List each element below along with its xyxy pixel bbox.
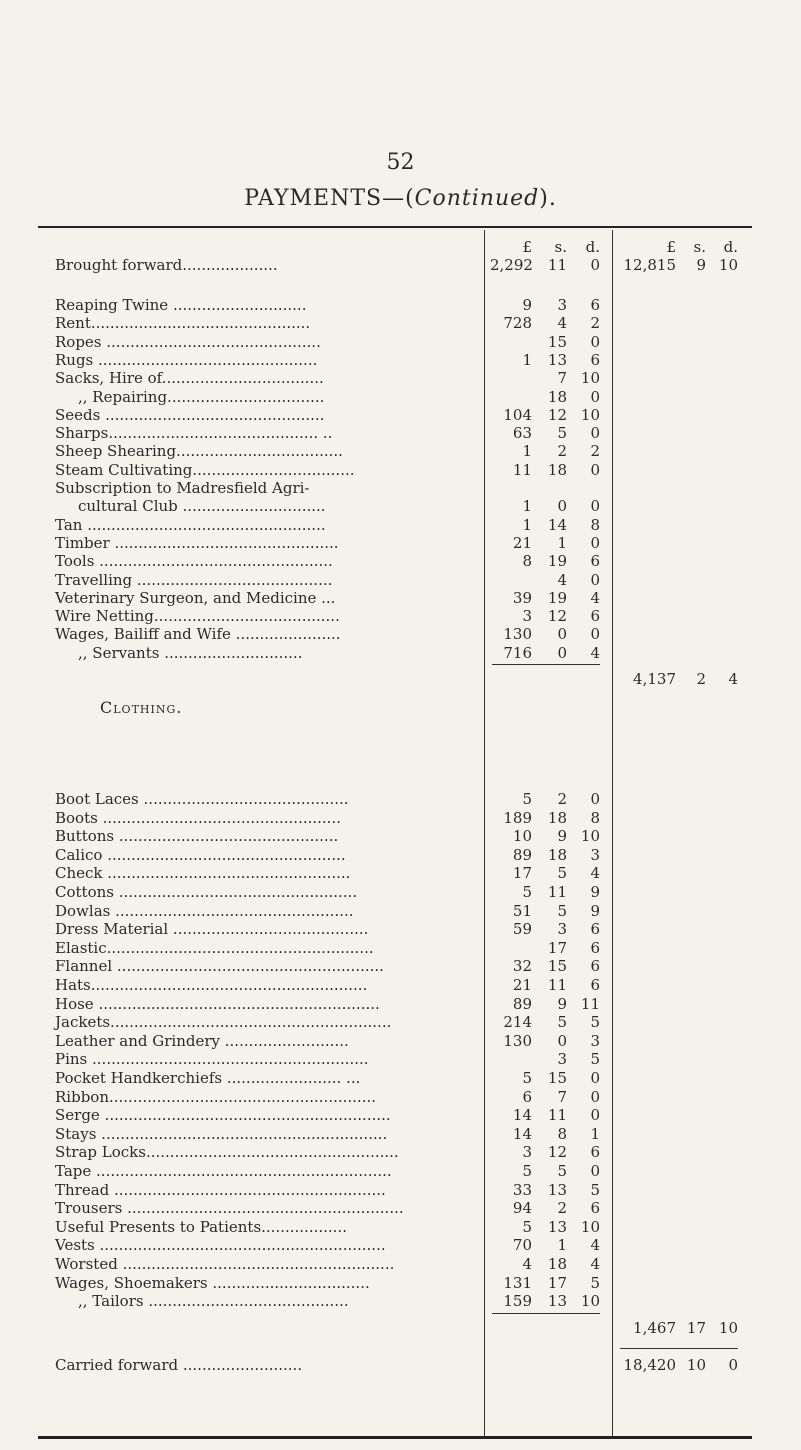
ledger-item-amount-pounds: 70 xyxy=(512,1236,532,1255)
ledger-item-amount-pence: 11 xyxy=(580,994,600,1013)
ledger-item-amount-pence: 6 xyxy=(590,552,600,571)
sum-rule xyxy=(492,664,600,665)
ledger-item-amount-shillings: 3 xyxy=(557,920,567,939)
ledger-item-amount-shillings: 19 xyxy=(547,552,567,571)
ledger-item-amount-pence: 6 xyxy=(590,920,600,939)
ledger-item-amount-shillings: 0 xyxy=(557,643,567,662)
ledger-item-amount-pounds: 189 xyxy=(503,808,532,827)
ledger-item-label: Rugs .............................................. xyxy=(55,350,318,369)
clothing-total-pounds: 1,467 xyxy=(633,1318,676,1337)
header-outer-1: s. xyxy=(693,238,706,256)
ledger-item-amount-pence: 0 xyxy=(590,533,600,552)
ledger-item-amount-shillings: 2 xyxy=(557,1199,567,1218)
ledger-item-amount-shillings: 1 xyxy=(557,1236,567,1255)
ledger-item-label: Elastic........................................................ xyxy=(55,938,374,957)
ledger-item-amount-pence: 0 xyxy=(590,332,600,351)
clothing-total-pence: 10 xyxy=(718,1318,738,1337)
carried-forward-outer-shillings: 10 xyxy=(686,1355,706,1374)
ledger-item-amount-pence: 9 xyxy=(590,883,600,901)
ledger-item-amount-shillings: 0 xyxy=(557,1031,567,1050)
ledger-item-label: Hats.......................................................... xyxy=(55,976,368,994)
ledger-item-amount-shillings: 5 xyxy=(557,901,567,920)
ledger-item-amount-shillings: 18 xyxy=(547,1255,567,1273)
brought-forward-outer-pence: 10 xyxy=(718,256,738,274)
ledger-item-amount-pence: 4 xyxy=(590,1236,600,1255)
ledger-item-label: Useful Presents to Patients.................. xyxy=(55,1217,347,1236)
ledger-item-amount-shillings: 1 xyxy=(557,533,567,552)
title-end: ). xyxy=(539,186,557,211)
ledger-item-amount-shillings: 13 xyxy=(547,350,567,369)
ledger-item-label: Buttons .............................................. xyxy=(55,827,339,846)
ledger-item-amount-pounds: 5 xyxy=(522,1217,532,1236)
clothing-heading: Clothing. xyxy=(100,698,183,717)
ledger-item-amount-pounds: 63 xyxy=(512,424,532,443)
ledger-item-amount-pence: 10 xyxy=(580,369,600,388)
ledger-item-amount-pence: 0 xyxy=(590,497,600,516)
ledger-item-amount-pence: 5 xyxy=(590,1273,600,1292)
ledger-item-amount-shillings: 4 xyxy=(557,570,567,589)
ledger-item-amount-pence: 0 xyxy=(590,570,600,589)
column-divider-outer xyxy=(612,230,613,1436)
ledger-item-amount-pence: 0 xyxy=(590,424,600,443)
ledger-item-amount-pence: 4 xyxy=(590,1255,600,1273)
ledger-item-amount-pence: 0 xyxy=(590,790,600,808)
ledger-item-amount-pence: 6 xyxy=(590,957,600,976)
header-inner-0: £ xyxy=(522,238,532,256)
ledger-item-amount-shillings: 17 xyxy=(547,1273,567,1292)
ledger-item-amount-pence: 4 xyxy=(590,588,600,607)
ledger-item-amount-shillings: 15 xyxy=(547,957,567,976)
ledger-item-amount-pounds: 214 xyxy=(503,1013,532,1032)
ledger-item-label: Wages, Bailiff and Wife ...................... xyxy=(55,625,341,644)
clothing-total-shillings: 17 xyxy=(686,1318,706,1337)
ledger-item-amount-pounds: 1 xyxy=(522,515,532,534)
ledger-item-label: Steam Cultivating.................................. xyxy=(55,460,355,479)
ledger-item-label: ,, Servants ............................. xyxy=(78,643,303,662)
ledger-item-amount-pounds: 89 xyxy=(512,845,532,864)
ledger-item-amount-shillings: 15 xyxy=(547,1069,567,1087)
ledger-item-amount-pounds: 5 xyxy=(522,1162,532,1180)
brought-forward-inner-shillings: 11 xyxy=(547,256,567,274)
bottom-rule xyxy=(38,1436,752,1439)
ledger-item-label: Tools ................................................. xyxy=(55,552,333,571)
ledger-item-amount-shillings: 11 xyxy=(547,883,567,901)
ledger-item-amount-pounds: 1 xyxy=(522,442,532,461)
ledger-item-amount-pounds: 17 xyxy=(512,864,532,883)
ledger-item-amount-pence: 6 xyxy=(590,938,600,957)
sum-rule xyxy=(492,1313,600,1314)
ledger-item-amount-shillings: 3 xyxy=(557,296,567,314)
carried-forward-label: Carried forward ......................... xyxy=(55,1355,303,1374)
ledger-item-amount-pounds: 21 xyxy=(512,533,532,552)
header-outer-0: £ xyxy=(666,238,676,256)
ledger-item-amount-shillings: 13 xyxy=(547,1180,567,1199)
ledger-item-amount-shillings: 18 xyxy=(547,845,567,864)
ledger-item-amount-shillings: 14 xyxy=(547,515,567,534)
ledger-item-amount-pounds: 4 xyxy=(522,1255,532,1273)
brought-forward-outer-shillings: 9 xyxy=(696,256,706,274)
ledger-item-amount-pence: 8 xyxy=(590,515,600,534)
ledger-item-amount-pounds: 21 xyxy=(512,976,532,994)
ledger-item-amount-shillings: 11 xyxy=(547,976,567,994)
ledger-item-label: Tape .............................................................. xyxy=(55,1162,392,1180)
ledger-item-amount-pence: 9 xyxy=(590,901,600,920)
ledger-item-amount-shillings: 15 xyxy=(547,332,567,351)
column-divider-inner xyxy=(484,230,485,1436)
ledger-item-label: Trousers .......................................................... xyxy=(55,1199,404,1218)
ledger-item-amount-pounds: 8 xyxy=(522,552,532,571)
ledger-item-label: Pins .......................................................... xyxy=(55,1050,369,1069)
ledger-item-amount-pence: 1 xyxy=(590,1124,600,1143)
ledger-item-amount-pence: 2 xyxy=(590,442,600,461)
general-total-shillings: 2 xyxy=(696,670,706,688)
ledger-item-label: Strap Locks..................................................... xyxy=(55,1143,399,1162)
ledger-item-label: cultural Club .............................. xyxy=(78,497,326,516)
ledger-item-amount-pence: 6 xyxy=(590,976,600,994)
ledger-item-amount-pounds: 728 xyxy=(503,314,532,333)
ledger-item-amount-pence: 6 xyxy=(590,1143,600,1162)
general-total-pounds: 4,137 xyxy=(633,670,676,688)
ledger-item-label: Serge ............................................................ xyxy=(55,1106,391,1125)
ledger-item-amount-pounds: 104 xyxy=(503,405,532,424)
ledger-item-amount-pence: 6 xyxy=(590,296,600,314)
ledger-item-amount-pence: 3 xyxy=(590,845,600,864)
ledger-item-label: Timber ............................................... xyxy=(55,533,339,552)
ledger-item-amount-pounds: 11 xyxy=(512,460,532,479)
ledger-item-amount-pounds: 94 xyxy=(512,1199,532,1218)
ledger-item-amount-shillings: 5 xyxy=(557,1162,567,1180)
ledger-item-amount-pounds: 130 xyxy=(503,625,532,644)
ledger-item-amount-shillings: 7 xyxy=(557,1087,567,1106)
brought-forward-label: Brought forward.................... xyxy=(55,256,278,274)
ledger-item-label: Tan .................................................. xyxy=(55,515,326,534)
ledger-item-amount-pence: 6 xyxy=(590,350,600,369)
header-inner-1: s. xyxy=(554,238,567,256)
ledger-item-amount-shillings: 8 xyxy=(557,1124,567,1143)
ledger-item-label: Cottons .................................................. xyxy=(55,883,358,901)
ledger-item-amount-shillings: 5 xyxy=(557,1013,567,1032)
ledger-item-amount-pounds: 51 xyxy=(512,901,532,920)
ledger-item-label: Rent.............................................. xyxy=(55,314,311,333)
ledger-item-amount-pence: 0 xyxy=(590,1162,600,1180)
ledger-item-amount-pence: 5 xyxy=(590,1013,600,1032)
ledger-item-label: Flannel ........................................................ xyxy=(55,957,384,976)
ledger-item-amount-shillings: 9 xyxy=(557,827,567,846)
ledger-item-amount-shillings: 2 xyxy=(557,790,567,808)
ledger-item-label: Ropes ............................................. xyxy=(55,332,321,351)
ledger-item-amount-pence: 4 xyxy=(590,864,600,883)
ledger-item-amount-pence: 10 xyxy=(580,1217,600,1236)
ledger-item-amount-shillings: 11 xyxy=(547,1106,567,1125)
carried-forward-outer-pounds: 18,420 xyxy=(623,1355,676,1374)
ledger-item-label: Boot Laces ........................................... xyxy=(55,790,349,808)
ledger-item-label: Ribbon........................................................ xyxy=(55,1087,376,1106)
ledger-item-amount-pence: 2 xyxy=(590,314,600,333)
ledger-item-amount-pounds: 5 xyxy=(522,1069,532,1087)
ledger-item-amount-pence: 10 xyxy=(580,827,600,846)
ledger-item-amount-pounds: 5 xyxy=(522,790,532,808)
ledger-item-label: ,, Tailors .......................................... xyxy=(78,1292,349,1311)
ledger-item-label: Sharps............................................ .. xyxy=(55,424,333,443)
ledger-item-amount-shillings: 13 xyxy=(547,1217,567,1236)
ledger-item-amount-pounds: 159 xyxy=(503,1292,532,1311)
ledger-item-amount-pounds: 39 xyxy=(512,588,532,607)
ledger-item-amount-shillings: 2 xyxy=(557,442,567,461)
ledger-item-amount-pence: 6 xyxy=(590,1199,600,1218)
ledger-item-label: Dress Material ......................................... xyxy=(55,920,369,939)
ledger-item-amount-pounds: 130 xyxy=(503,1031,532,1050)
ledger-item-amount-pence: 0 xyxy=(590,625,600,644)
title-main: PAYMENTS—( xyxy=(244,186,415,211)
ledger-item-amount-pounds: 32 xyxy=(512,957,532,976)
ledger-item-label: Reaping Twine ............................ xyxy=(55,296,307,314)
ledger-item-label: Veterinary Surgeon, and Medicine ... xyxy=(55,588,336,607)
ledger-item-amount-pounds: 3 xyxy=(522,1143,532,1162)
top-rule xyxy=(38,226,752,228)
ledger-item-amount-pence: 6 xyxy=(590,607,600,626)
ledger-item-label: ,, Repairing................................. xyxy=(78,387,325,406)
ledger-item-label: Vests ............................................................ xyxy=(55,1236,386,1255)
ledger-item-label: Pocket Handkerchiefs ........................ ... xyxy=(55,1069,361,1087)
header-inner-2: d. xyxy=(585,238,600,256)
ledger-item-amount-pence: 0 xyxy=(590,460,600,479)
brought-forward-inner-pounds: 2,292 xyxy=(490,256,533,274)
ledger-item-amount-pence: 5 xyxy=(590,1050,600,1069)
general-total-pence: 4 xyxy=(728,670,738,688)
ledger-item-amount-shillings: 12 xyxy=(547,607,567,626)
page-number: 52 xyxy=(386,150,415,175)
ledger-item-amount-pounds: 6 xyxy=(522,1087,532,1106)
ledger-item-label: Sheep Shearing................................... xyxy=(55,442,343,461)
ledger-item-amount-shillings: 5 xyxy=(557,424,567,443)
ledger-item-label: Leather and Grindery .......................... xyxy=(55,1031,349,1050)
ledger-item-amount-pounds: 14 xyxy=(512,1124,532,1143)
ledger-item-amount-pounds: 3 xyxy=(522,607,532,626)
ledger-item-amount-pounds: 33 xyxy=(512,1180,532,1199)
ledger-item-amount-pence: 8 xyxy=(590,808,600,827)
ledger-item-amount-pence: 4 xyxy=(590,643,600,662)
ledger-item-amount-pence: 10 xyxy=(580,1292,600,1311)
ledger-item-amount-pounds: 59 xyxy=(512,920,532,939)
carried-forward-outer-pence: 0 xyxy=(728,1355,738,1374)
ledger-item-amount-shillings: 0 xyxy=(557,625,567,644)
ledger-item-amount-pounds: 1 xyxy=(522,497,532,516)
title-italic: Continued xyxy=(414,186,540,211)
ledger-item-amount-shillings: 13 xyxy=(547,1292,567,1311)
ledger-item-amount-pence: 0 xyxy=(590,1087,600,1106)
ledger-item-amount-pounds: 1 xyxy=(522,350,532,369)
ledger-item-amount-pence: 0 xyxy=(590,1069,600,1087)
ledger-item-label: Boots .................................................. xyxy=(55,808,341,827)
ledger-item-amount-shillings: 4 xyxy=(557,314,567,333)
ledger-item-amount-pence: 5 xyxy=(590,1180,600,1199)
ledger-item-label: Seeds .............................................. xyxy=(55,405,325,424)
ledger-item-label: Calico .................................................. xyxy=(55,845,346,864)
ledger-item-amount-pence: 0 xyxy=(590,1106,600,1125)
ledger-item-amount-shillings: 0 xyxy=(557,497,567,516)
ledger-item-label: Travelling ......................................... xyxy=(55,570,333,589)
ledger-item-amount-shillings: 18 xyxy=(547,387,567,406)
ledger-item-label: Thread ......................................................... xyxy=(55,1180,386,1199)
ledger-item-amount-shillings: 3 xyxy=(557,1050,567,1069)
ledger-item-amount-shillings: 5 xyxy=(557,864,567,883)
ledger-item-label: Stays ............................................................ xyxy=(55,1124,388,1143)
ledger-item-amount-pounds: 131 xyxy=(503,1273,532,1292)
ledger-item-amount-shillings: 17 xyxy=(547,938,567,957)
ledger-item-amount-shillings: 7 xyxy=(557,369,567,388)
ledger-item-label: Dowlas .................................................. xyxy=(55,901,354,920)
ledger-item-amount-pence: 3 xyxy=(590,1031,600,1050)
ledger-item-label: Hose ........................................................... xyxy=(55,994,380,1013)
ledger-item-amount-shillings: 12 xyxy=(547,1143,567,1162)
brought-forward-inner-pence: 0 xyxy=(590,256,600,274)
ledger-item-label: Worsted ......................................................... xyxy=(55,1255,395,1273)
ledger-item-amount-pounds: 9 xyxy=(522,296,532,314)
ledger-item-label: Sacks, Hire of.................................. xyxy=(55,369,324,388)
ledger-item-amount-pounds: 14 xyxy=(512,1106,532,1125)
ledger-item-amount-shillings: 19 xyxy=(547,588,567,607)
ledger-item-amount-pence: 10 xyxy=(580,405,600,424)
ledger-item-amount-pence: 0 xyxy=(590,387,600,406)
ledger-item-label: Subscription to Madresfield Agri- xyxy=(55,479,310,497)
ledger-item-label: Wages, Shoemakers ................................. xyxy=(55,1273,370,1292)
ledger-item-amount-shillings: 18 xyxy=(547,808,567,827)
ledger-item-label: Check ................................................... xyxy=(55,864,351,883)
ledger-item-amount-pounds: 10 xyxy=(512,827,532,846)
ledger-item-amount-shillings: 12 xyxy=(547,405,567,424)
brought-forward-outer-pounds: 12,815 xyxy=(623,256,676,274)
header-outer-2: d. xyxy=(723,238,738,256)
ledger-item-amount-shillings: 18 xyxy=(547,460,567,479)
ledger-item-label: Jackets........................................................... xyxy=(55,1013,392,1032)
ledger-item-amount-shillings: 9 xyxy=(557,994,567,1013)
ledger-item-amount-pounds: 5 xyxy=(522,883,532,901)
page-title xyxy=(0,186,801,211)
ledger-item-amount-pounds: 89 xyxy=(512,994,532,1013)
ledger-item-amount-pounds: 716 xyxy=(503,643,532,662)
sum-rule xyxy=(620,1348,738,1349)
ledger-item-label: Wire Netting....................................... xyxy=(55,607,340,626)
